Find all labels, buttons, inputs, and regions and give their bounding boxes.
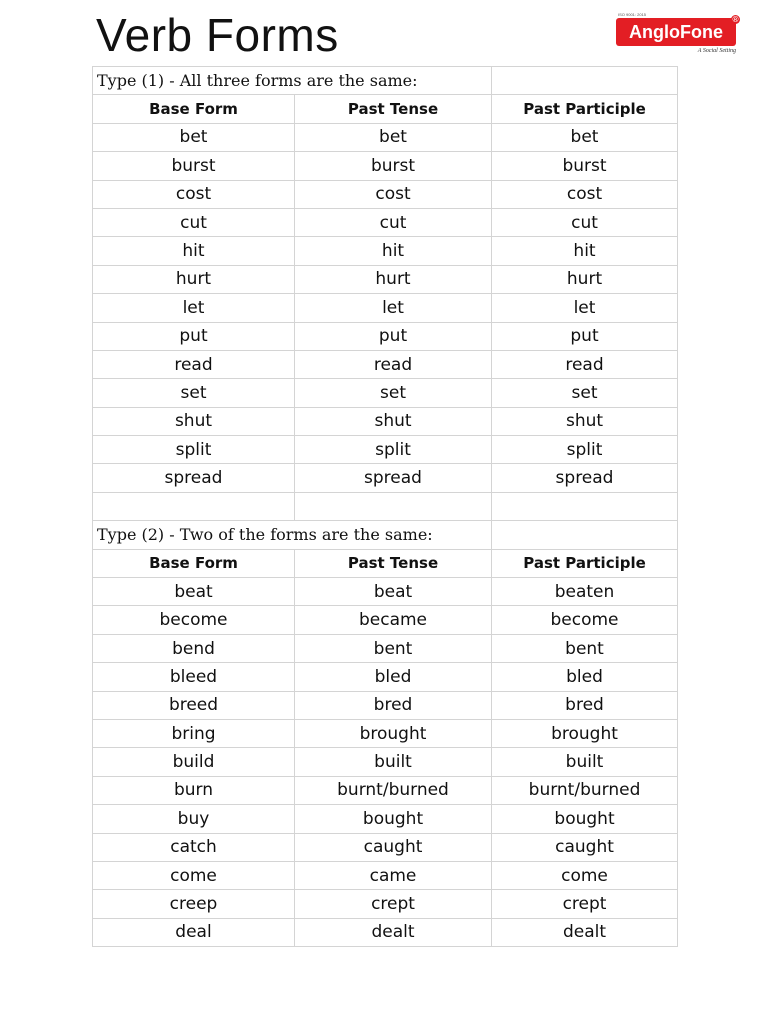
base-form-cell: bleed <box>93 663 295 691</box>
table-row <box>93 606 678 634</box>
table-row <box>93 805 678 833</box>
table-row <box>93 265 678 293</box>
past-participle-cell: built <box>492 748 678 776</box>
past-tense-cell: became <box>295 606 492 634</box>
past-tense-cell: hurt <box>295 265 492 293</box>
past-participle-cell: bought <box>492 805 678 833</box>
past-tense-cell: put <box>295 322 492 350</box>
column-header-base-form: Base Form <box>93 95 295 123</box>
past-participle-cell: bled <box>492 663 678 691</box>
table-row <box>93 691 678 719</box>
past-tense-cell: hit <box>295 237 492 265</box>
past-tense-cell: burnt/burned <box>295 776 492 804</box>
past-participle-cell: come <box>492 861 678 889</box>
table-row <box>93 578 678 606</box>
column-header-past-tense: Past Tense <box>295 549 492 577</box>
table-row <box>93 379 678 407</box>
base-form-cell: cut <box>93 208 295 236</box>
past-tense-cell: set <box>295 379 492 407</box>
past-tense-cell: shut <box>295 407 492 435</box>
past-participle-cell: cut <box>492 208 678 236</box>
past-participle-cell: spread <box>492 464 678 492</box>
table-row <box>93 208 678 236</box>
table-row <box>93 663 678 691</box>
past-participle-cell: set <box>492 379 678 407</box>
base-form-cell: read <box>93 350 295 378</box>
table-row <box>93 918 678 946</box>
spacer-row <box>93 492 678 520</box>
base-form-cell: build <box>93 748 295 776</box>
table-row <box>93 464 678 492</box>
base-form-cell: set <box>93 379 295 407</box>
empty-cell <box>492 521 678 549</box>
past-participle-cell: burnt/burned <box>492 776 678 804</box>
base-form-cell: catch <box>93 833 295 861</box>
past-tense-cell: let <box>295 294 492 322</box>
past-tense-cell: beat <box>295 578 492 606</box>
past-participle-cell: beaten <box>492 578 678 606</box>
empty-cell <box>295 492 492 520</box>
past-tense-cell: bent <box>295 634 492 662</box>
past-tense-cell: dealt <box>295 918 492 946</box>
base-form-cell: put <box>93 322 295 350</box>
past-tense-cell: brought <box>295 719 492 747</box>
past-participle-cell: bet <box>492 123 678 151</box>
base-form-cell: deal <box>93 918 295 946</box>
past-participle-cell: brought <box>492 719 678 747</box>
past-participle-cell: read <box>492 350 678 378</box>
past-tense-cell: caught <box>295 833 492 861</box>
past-participle-cell: let <box>492 294 678 322</box>
past-participle-cell: dealt <box>492 918 678 946</box>
table-row <box>93 748 678 776</box>
base-form-cell: creep <box>93 890 295 918</box>
base-form-cell: become <box>93 606 295 634</box>
table-row <box>93 833 678 861</box>
header-row <box>93 95 678 123</box>
past-participle-cell: hurt <box>492 265 678 293</box>
past-participle-cell: bent <box>492 634 678 662</box>
base-form-cell: buy <box>93 805 295 833</box>
empty-cell <box>93 492 295 520</box>
table-row <box>93 861 678 889</box>
empty-cell <box>492 67 678 95</box>
base-form-cell: burn <box>93 776 295 804</box>
table-row <box>93 322 678 350</box>
past-participle-cell: caught <box>492 833 678 861</box>
empty-cell <box>492 492 678 520</box>
base-form-cell: hurt <box>93 265 295 293</box>
base-form-cell: let <box>93 294 295 322</box>
base-form-cell: come <box>93 861 295 889</box>
base-form-cell: shut <box>93 407 295 435</box>
past-tense-cell: bled <box>295 663 492 691</box>
table-row <box>93 294 678 322</box>
page-title: Verb Forms <box>96 9 339 61</box>
past-tense-cell: burst <box>295 152 492 180</box>
past-tense-cell: came <box>295 861 492 889</box>
column-header-base-form: Base Form <box>93 549 295 577</box>
base-form-cell: spread <box>93 464 295 492</box>
past-tense-cell: cut <box>295 208 492 236</box>
past-participle-cell: crept <box>492 890 678 918</box>
past-participle-cell: put <box>492 322 678 350</box>
base-form-cell: cost <box>93 180 295 208</box>
logo-tagline: A Social Setting <box>697 48 736 54</box>
column-header-past-participle: Past Participle <box>492 549 678 577</box>
past-tense-cell: spread <box>295 464 492 492</box>
table-row <box>93 180 678 208</box>
past-tense-cell: split <box>295 436 492 464</box>
table-row <box>93 152 678 180</box>
base-form-cell: bend <box>93 634 295 662</box>
base-form-cell: bring <box>93 719 295 747</box>
past-participle-cell: bred <box>492 691 678 719</box>
base-form-cell: breed <box>93 691 295 719</box>
base-form-cell: bet <box>93 123 295 151</box>
table-row <box>93 776 678 804</box>
base-form-cell: beat <box>93 578 295 606</box>
table-row <box>93 634 678 662</box>
base-form-cell: burst <box>93 152 295 180</box>
past-tense-cell: built <box>295 748 492 776</box>
table-row <box>93 237 678 265</box>
verb-table-body <box>93 67 678 947</box>
iso-certification-text: ISO 9001: 2015 <box>618 12 647 17</box>
section-row <box>93 521 678 549</box>
table-row <box>93 890 678 918</box>
past-participle-cell: cost <box>492 180 678 208</box>
table-row <box>93 123 678 151</box>
past-tense-cell: crept <box>295 890 492 918</box>
past-tense-cell: bought <box>295 805 492 833</box>
past-participle-cell: hit <box>492 237 678 265</box>
base-form-cell: split <box>93 436 295 464</box>
past-tense-cell: bred <box>295 691 492 719</box>
verb-forms-table <box>92 66 678 947</box>
column-header-past-participle: Past Participle <box>492 95 678 123</box>
past-participle-cell: become <box>492 606 678 634</box>
logo-brand-name: AngloFone <box>616 18 736 46</box>
section-label: Type (1) - All three forms are the same: <box>93 67 492 95</box>
table-row <box>93 350 678 378</box>
anglofone-logo <box>612 12 740 56</box>
header-row <box>93 549 678 577</box>
table-row <box>93 436 678 464</box>
section-label: Type (2) - Two of the forms are the same: <box>93 521 492 549</box>
past-participle-cell: split <box>492 436 678 464</box>
table-row <box>93 407 678 435</box>
past-tense-cell: read <box>295 350 492 378</box>
column-header-past-tense: Past Tense <box>295 95 492 123</box>
registered-mark-icon: ® <box>731 15 740 24</box>
past-tense-cell: cost <box>295 180 492 208</box>
past-participle-cell: shut <box>492 407 678 435</box>
section-row <box>93 67 678 95</box>
past-tense-cell: bet <box>295 123 492 151</box>
table-row <box>93 719 678 747</box>
base-form-cell: hit <box>93 237 295 265</box>
past-participle-cell: burst <box>492 152 678 180</box>
